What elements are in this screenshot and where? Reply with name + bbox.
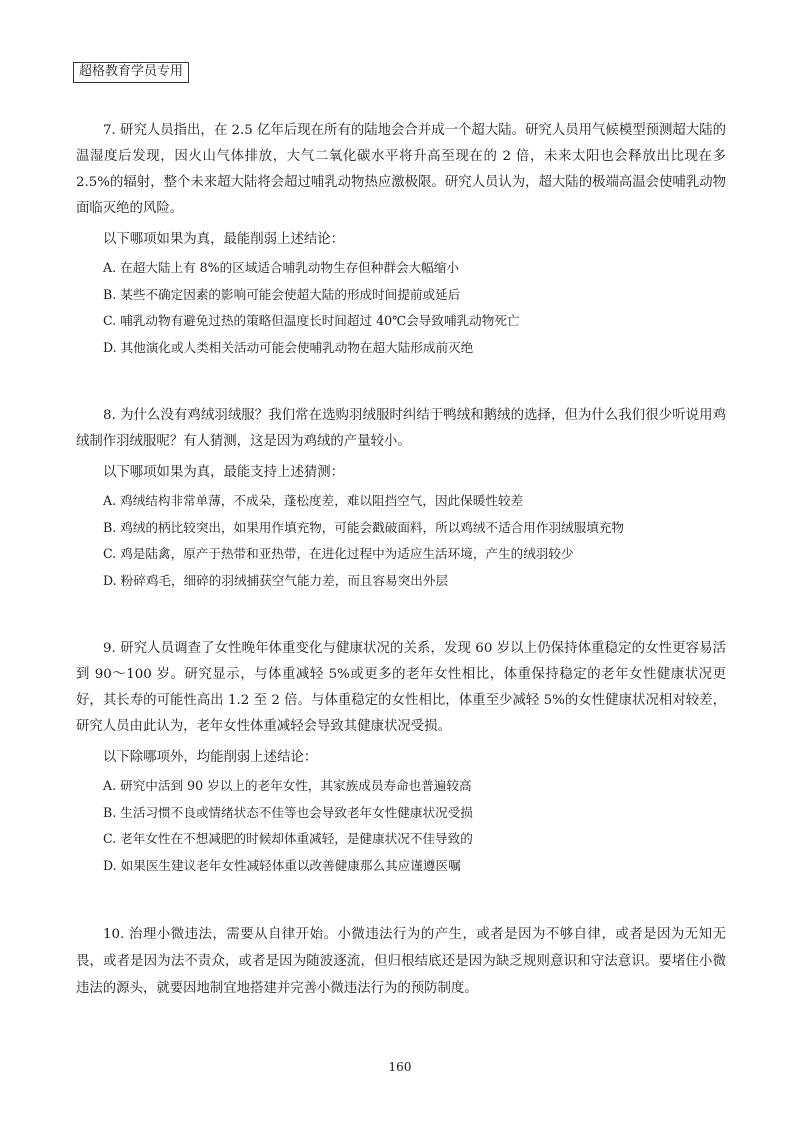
header-label: 超格教育学员专用 [73, 62, 189, 83]
question-prompt: 以下哪项如果为真，最能支持上述猜测： [103, 465, 345, 480]
question-spacer [76, 879, 726, 921]
option-list [76, 488, 726, 594]
option-c: C. 哺乳动物有避免过热的策略但温度长时间超过 40℃会导致哺乳动物死亡 [103, 313, 520, 328]
question-stem: 8. 为什么没有鸡绒羽绒服？我们常在选购羽绒服时纠结于鸭绒和鹅绒的选择，但为什么我们很少听说用鸡绒制作羽绒服呢？有人猜测，这是因为鸡绒的产量较小。 [76, 408, 726, 449]
option-d: D. 其他演化或人类相关活动可能会使哺乳动物在超大陆形成前灭绝 [103, 339, 474, 355]
option-a: A. 在超大陆上有 8%的区域适合哺乳动物生存但种群会大幅缩小 [103, 260, 459, 275]
question-prompt: 以下哪项如果为真，最能削弱上述结论： [103, 232, 345, 247]
question-8 [76, 403, 726, 594]
question-stem: 10. 治理小微违法，需要从自律开始。小微违法行为的产生，或者是因为不够自律，或者是因为无知无畏，或者是因为法不责众，或者是因为随波逐流，但归根结底还是因为缺乏规则意识和守法意识。要堵住小微违法的源头，就要因地制宜地搭建并完善小微违法行为的预防制度。 [76, 927, 726, 996]
question-stem: 9. 研究人员调查了女性晚年体重变化与健康状况的关系，发现 60 岁以上仍保持体重稳定的女性更容易活到 90～100 岁。研究显示，与体重减轻 5%或更多的老年女性相比，体重保持稳定的老年女性健康状况更好，其长寿的可能性高出 1.2 至 2 倍。与体重稳定的女性相比，体重至少减轻 5%的女性健康状况相对较差，研究人员由此认为，老年女性体重减轻会导致其健康状况受损。 [76, 641, 726, 734]
option-c: C. 老年女性在不想减肥的时候却体重减轻，是健康状况不佳导致的 [103, 831, 473, 846]
option-a: A. 研究中活到 90 岁以上的老年女性，其家族成员寿命也普遍较高 [103, 778, 472, 793]
option-b: B. 某些不确定因素的影响可能会使超大陆的形成时间提前或延后 [103, 286, 461, 302]
option-list [76, 255, 726, 361]
option-d: D. 粉碎鸡毛，细碎的羽绒捕获空气能力差，而且容易突出外层 [103, 572, 449, 588]
option-d: D. 如果医生建议老年女性减轻体重以改善健康那么其应谨遵医嘱 [103, 857, 461, 873]
option-b: B. 鸡绒的柄比较突出，如果用作填充物，可能会戳破面料，所以鸡绒不适合用作羽绒服填充物 [103, 519, 625, 535]
question-7 [76, 118, 726, 361]
question-list [76, 118, 726, 1002]
question-spacer [76, 594, 726, 636]
page-number: 160 [388, 1060, 412, 1074]
option-a: A. 鸡绒结构非常单薄，不成朵，蓬松度差，难以阻挡空气，因此保暖性较差 [103, 493, 524, 508]
question-9 [76, 636, 726, 879]
option-list [76, 773, 726, 879]
question-10 [76, 921, 726, 1002]
option-c: C. 鸡是陆禽，原产于热带和亚热带，在进化过程中为适应生活环境，产生的绒羽较少 [103, 546, 574, 561]
question-stem: 7. 研究人员指出，在 2.5 亿年后现在所有的陆地会合并成一个超大陆。研究人员用气候模型预测超大陆的温湿度后发现，因火山气体排放，大气二氧化碳水平将升高至现在的 2 倍，未来太阳也会释放出比现在多 2.5%的辐射，整个未来超大陆将会超过哺乳动物热应激极限。研究人员认为，超大陆的极端高温会使哺乳动物面临灭绝的风险。 [76, 123, 726, 216]
option-b: B. 生活习惯不良或情绪状态不佳等也会导致老年女性健康状况受损 [103, 804, 473, 820]
question-prompt: 以下除哪项外，均能削弱上述结论： [103, 750, 318, 765]
question-spacer [76, 361, 726, 403]
